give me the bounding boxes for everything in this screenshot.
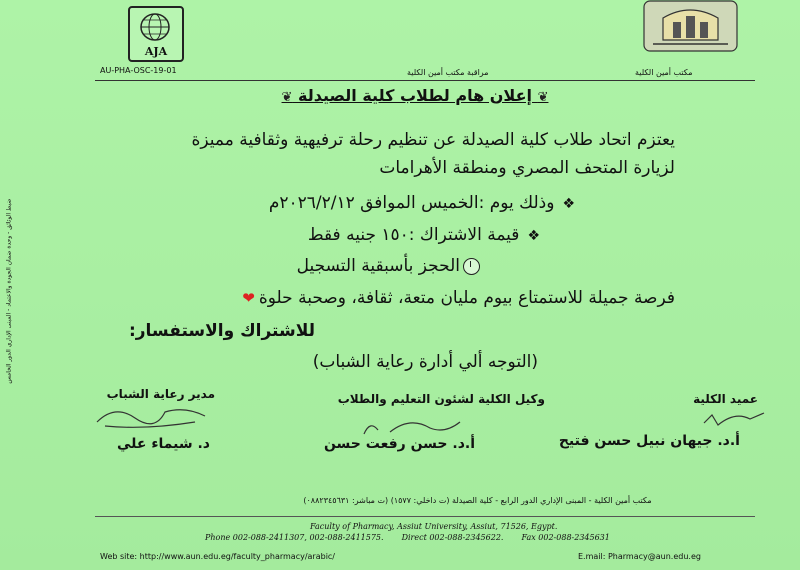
price-text: قيمة الاشتراك :١٥٠ جنيه فقط — [307, 225, 520, 245]
date-text: وذلك يوم :الخميس الموافق ٢٠٢٦/٢/١٢م — [268, 193, 555, 213]
diamond-bullet-icon: ❖ — [527, 228, 540, 244]
booking-text: الحجز بأسبقية التسجيل — [296, 256, 460, 276]
footer-direct: Direct 002-088-2345622. — [401, 533, 504, 542]
ornament-icon: ❦ — [281, 90, 293, 105]
footer-divider — [95, 516, 755, 517]
body-line-booking — [297, 256, 480, 276]
signature-name-vice-dean: أ.د. حسن رفعت حسن — [323, 436, 475, 452]
footer-contacts — [205, 533, 675, 542]
opportunity-text: فرصة جميلة للاستمتاع بيوم مليان متعة، ثقافة، وصحبة حلوة — [258, 288, 675, 308]
side-vertical-text: ضبط الوثائق - وحدة ضمان الجودة والاعتماد - المبنى الإداري الدور الخامس — [5, 198, 13, 384]
header-divider — [95, 80, 755, 81]
document-code: AU-PHA-OSC-19-01 — [100, 66, 177, 75]
aja-logo — [128, 6, 184, 62]
heart-icon: ❤ — [242, 289, 255, 307]
signature-name-dean: أ.د. جيهان نبيل حسن فتيح — [558, 433, 740, 449]
signature-title-vice-dean: وكيل الكلية لشئون التعليم والطلاب — [337, 392, 545, 406]
footer-arabic-address: مكتب أمين الكلية - المبنى الإداري الدور الرابع - كلية الصيدلة (ت داخلي: ١٥٧٧) (ت مباشر: ٠٨٨٢٣٤٥٦٣١) — [303, 496, 652, 505]
signature-scribble-dean — [95, 400, 215, 432]
title-text: إعلان هام لطلاب كلية الصيدلة — [298, 86, 532, 105]
body-line-1: يعتزم اتحاد طلاب كلية الصيدلة عن تنظيم رحلة ترفيهية وثقافية مميزة — [191, 130, 675, 150]
diamond-bullet-icon: ❖ — [562, 196, 575, 212]
body-line-contact: للاشتراك والاستفسار: — [128, 321, 315, 341]
ornament-icon: ❦ — [537, 90, 549, 105]
body-line-price — [308, 225, 540, 245]
header-caption-right: مكتب أمين الكلية — [635, 68, 693, 77]
body-line-2: لزيارة المتحف المصري ومنطقة الأهرامات — [379, 158, 675, 178]
body-line-opportunity — [242, 288, 675, 308]
footer-address: Faculty of Pharmacy, Assiut University, Assiut, 71526, Egypt. — [310, 522, 558, 531]
signature-title-youth-director: مدير رعاية الشباب — [106, 387, 215, 401]
alarm-clock-icon — [463, 258, 480, 275]
body-line-contact-office: (التوجه ألي أدارة رعاية الشباب) — [312, 352, 538, 372]
signature-title-dean: عميد الكلية — [693, 392, 758, 406]
university-emblem-icon — [643, 0, 738, 52]
signature-name-youth-director: د. شيماء علي — [117, 436, 210, 452]
footer-fax: Fax 002-088-2345631 — [521, 533, 610, 542]
header-caption-mid: مراقبة مكتب أمين الكلية — [407, 68, 489, 77]
signature-scribble-youth-director — [700, 405, 770, 431]
footer-phone: Phone 002-088-2411307, 002-088-2411575. — [205, 533, 384, 542]
side-vertical-caption — [4, 200, 18, 450]
footer-website: Web site: http://www.aun.edu.eg/faculty_pharmacy/arabic/ — [100, 552, 336, 561]
footer-email: E.mail: Pharmacy@aun.edu.eg — [578, 552, 701, 561]
announcement-title — [250, 86, 580, 105]
globe-icon — [138, 12, 172, 42]
body-line-date — [269, 193, 575, 213]
aja-logo-text: AJA — [144, 45, 168, 58]
